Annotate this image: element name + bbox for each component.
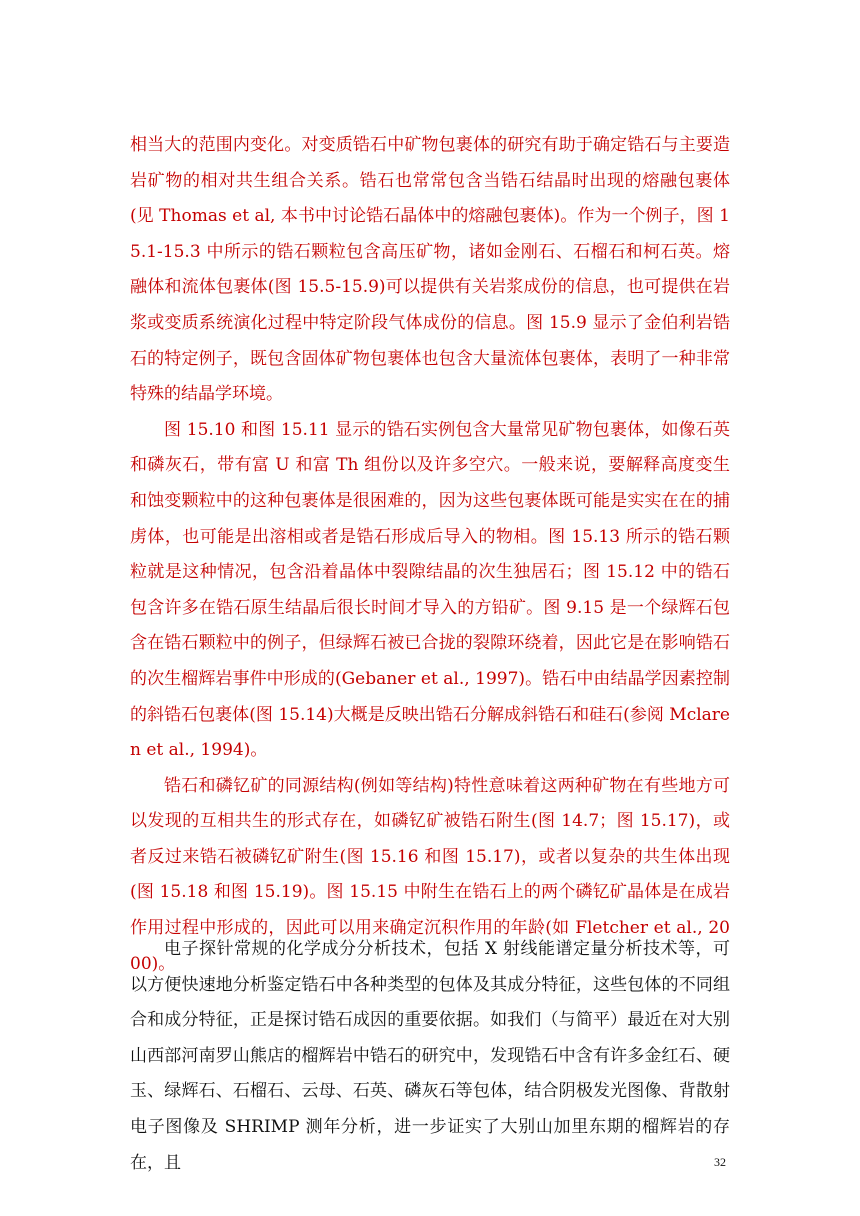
paragraph-zircon-xenotime-intergrowth: 锆石和磷钇矿的同源结构(例如等结构)特性意味着这两种矿物在有些地方可以发现的互相共生的形式存在，如磷钇矿被锆石附生(图 14.7；图 15.17)，或者反过来锆石被磷钇矿附生(图 15.16 和图 15.17)，或者以复杂的共生体出现(图 15.18 和图 15.19)。图 15.15 中附生在锆石上的两个磷钇矿晶体是在成岩作用过程中形成的，因此可以用来确定沉积作用的年龄(如 Fletcher et al., 2000)。 [130,775,730,974]
paragraph-mineral-inclusion-examples: 图 15.10 和图 15.11 显示的锆石实例包含大量常见矿物包裹体，如像石英和磷灰石，带有富 U 和富 Th 组份以及许多空穴。一般来说，要解释高度变生和蚀变颗粒中的这种包裹体是很困难的，因为这些包裹体既可能是实实在在的捕虏体，也可能是出溶相或者是锆石形成后导入的物相。图 15.13 所示的锆石颗粒就是这种情况，包含沿着晶体中裂隙结晶的次生独居石；图 15.12 中的锆石包含许多在锆石原生结晶后很长时间才导入的方铅矿。图 9.15 是一个绿辉石包含在锆石颗粒中的例子，但绿辉石被已合拢的裂隙环绕着，因此它是在影响锆石的次生榴辉岩事件中形成的(Gebaner et al., 1997)。锆石中由结晶学因素控制的斜锆石包裹体(图 15.14)大概是反映出锆石分解成斜锆石和硅石(参阅 Mclaren et al., 1994)。 [130,419,730,761]
red-text-section [130,128,730,982]
black-text-section [130,932,730,1181]
page-number: 32 [714,1155,726,1169]
paragraph-electron-probe-analysis: 电子探针常规的化学成分分析技术，包括 X 射线能谱定量分析技术等，可以方便快速地分析鉴定锆石中各种类型的包体及其成分特征，这些包体的不同组合和成分特征，正是探讨锆石成因的重要依据。如我们（与简平）最近在对大别山西部河南罗山熊店的榴辉岩中锆石的研究中，发现锆石中含有许多金红石、硬玉、绿辉石、石榴石、云母、石英、磷灰石等包体，结合阴极发光图像、背散射电子图像及 SHRIMP 测年分析，进一步证实了大别山加里东期的榴辉岩的存在，且 [130,939,730,1173]
paragraph-inclusion-relations: 相当大的范围内变化。对变质锆石中矿物包裹体的研究有助于确定锆石与主要造岩矿物的相对共生组合关系。锆石也常常包含当锆石结晶时出现的熔融包裹体(见 Thomas et al, 本书中讨论锆石晶体中的熔融包裹体)。作为一个例子，图 15.1-15.3 中所示的锆石颗粒包含高压矿物，诸如金刚石、石榴石和柯石英。熔融体和流体包裹体(图 15.5-15.9)可以提供有关岩浆成份的信息，也可提供在岩浆或变质系统演化过程中特定阶段气体成份的信息。图 15.9 显示了金伯利岩锆石的特定例子，既包含固体矿物包裹体也包含大量流体包裹体，表明了一种非常特殊的结晶学环境。 [130,135,730,405]
